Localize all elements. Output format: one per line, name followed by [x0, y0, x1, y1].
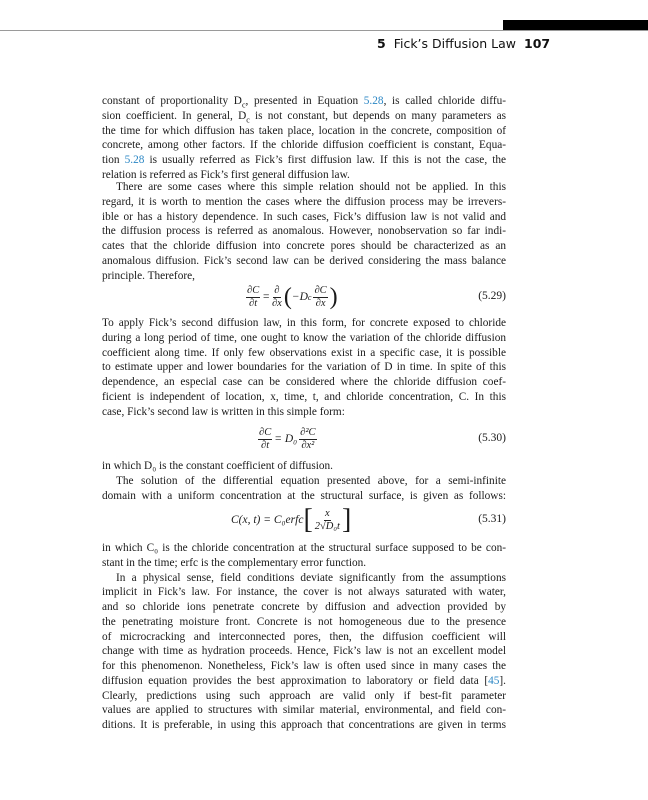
- text-line: [102, 689, 506, 704]
- text-segment: the penetrating moisture front. Concrete is not homogeneous due to the presence: [102, 615, 506, 628]
- text-segment: change with time as hydration proceeds. Hence, Fick’s law is not an excellent model: [102, 645, 506, 658]
- text-segment: coefficient along time. If only few observations exist in a specific case, it is possible: [102, 346, 506, 359]
- text-line: [102, 224, 506, 239]
- text-segment: ficient is independent of location, x, time, t, and chloride concentration, C. In this: [102, 390, 506, 403]
- text-line: [102, 659, 506, 674]
- text-segment: is usually referred as Fick’s first diffusion law. If this is not the case, the: [144, 154, 507, 166]
- text-line: [102, 600, 506, 615]
- paragraph: [102, 541, 506, 733]
- text-segment: for this phenomenon. Nonetheless, Fick’s law is often used since in many cases the: [102, 660, 506, 672]
- text-segment: sion coefficient. In general, D: [102, 109, 247, 122]
- text-segment: implicit in Fick’s law. For instance, the cover is not always saturated with water,: [102, 586, 506, 599]
- text-line: [102, 718, 506, 733]
- chapter-number: 5: [377, 36, 386, 51]
- text-line: [102, 703, 506, 718]
- paragraph: [102, 180, 506, 283]
- page-number: 107: [524, 36, 551, 51]
- equation-5-30: [102, 422, 506, 456]
- text-line: [102, 254, 506, 269]
- text-segment: stant in the time; erfc is the complementary error function.: [102, 556, 367, 569]
- text-segment: in which C₀ is the chloride concentration at the structural surface supposed to be con-: [102, 542, 506, 554]
- text-segment: ible or has a history dependence. In such cases, Fick’s diffusion law is not valid and: [102, 210, 506, 223]
- text-segment: dependence, an especial case can be considered where the chloride diffusion coef-: [102, 376, 506, 388]
- paragraph: [102, 316, 506, 419]
- equation-5-31: C(x, t) = C₀erfc [ $\frac{x}{\text{2√D₀t}}$ ] (5.31): [231, 504, 506, 535]
- text-segment: diffusion equation provides the best approximation to laboratory or field data [: [102, 674, 489, 687]
- eq-term: 2√D₀t: [314, 520, 340, 532]
- text-segment: cates that the chloride diffusion into concrete pores should be characterized as an: [102, 240, 506, 252]
- eq-term: ∂x²: [301, 439, 315, 451]
- text-segment: Clearly, predictions using such approach are valid only if best-fit parameter: [102, 689, 506, 702]
- eq-term: c: [307, 292, 312, 302]
- text-segment: is not constant, but depends on many parameters as: [249, 109, 506, 122]
- equation-number: (5.31): [478, 513, 506, 525]
- eq-term: ∂x: [271, 297, 282, 309]
- text-segment: ].: [499, 674, 506, 687]
- text-line: [102, 474, 506, 489]
- text-line: [102, 674, 506, 689]
- text-segment: the time for which diffusion has taken place, location in the concrete, composition of: [102, 124, 506, 137]
- text-line: [102, 571, 506, 586]
- text-segment: In a physical sense, field conditions deviate significantly from the assumptions: [116, 571, 506, 584]
- text-segment: to estimate upper and lower boundaries for the variation of D in time. In spite of this: [102, 361, 506, 374]
- text-line: [102, 124, 506, 139]
- text-line: [102, 346, 506, 361]
- equation-5-29: $\frac{\partial C}{\partial t}$ = $\frac{\partial}{\partial x}$ ( −D c $\frac{\partial C}{\partial x}$ ) (5.29): [247, 284, 506, 310]
- eq-term: x: [325, 507, 330, 519]
- text-segment: domain with a uniform concentration at the structural surface, is given as follows:: [102, 489, 506, 502]
- text-segment: relation is referred as Fick’s first general diffusion law.: [102, 168, 350, 181]
- header-rule: [0, 30, 648, 31]
- eq-term: ∂t: [261, 439, 270, 451]
- cross-reference-link[interactable]: 5.28: [124, 154, 145, 166]
- header-bar: [503, 20, 648, 30]
- eq-term: ∂C: [247, 284, 260, 296]
- text-segment: The solution of the differential equation presented above, for a semi-infinite: [116, 474, 506, 487]
- text-segment: There are some cases where this simple relation should not be applied. In this: [116, 181, 506, 193]
- eq-term: ∂: [274, 284, 280, 296]
- text-line: [102, 541, 506, 556]
- eq-term: ∂C: [259, 426, 272, 438]
- paragraph: [102, 459, 506, 503]
- text-line: [102, 109, 506, 124]
- text-segment: anomalous diffusion. Fick’s second law can be derived considering the mass balance: [102, 254, 506, 267]
- text-line: [102, 239, 506, 254]
- equation-number: (5.30): [478, 432, 506, 444]
- text-line: [102, 210, 506, 225]
- text-segment: c: [241, 100, 246, 110]
- chapter-title: Fick’s Diffusion Law: [393, 36, 517, 51]
- text-segment: during a long period of time, one ought to know the variation of the chloride diffusion: [102, 331, 506, 344]
- text-segment: in which D₀ is the constant coefficient of diffusion.: [102, 460, 333, 472]
- text-segment: ditions. It is preferable, in using this approach that concentrations are given in terms: [102, 719, 506, 731]
- text-segment: constant of proportionality D: [102, 95, 242, 107]
- text-line: [102, 459, 506, 474]
- text-segment: principle. Therefore,: [102, 269, 195, 282]
- text-line: [102, 195, 506, 210]
- text-line: [102, 405, 506, 420]
- text-segment: case, Fick’s second law is written in this simple form:: [102, 405, 345, 418]
- text-segment: concrete, among other factors. If the chloride diffusion coefficient is constant, Equa-: [102, 139, 506, 152]
- text-line: [102, 615, 506, 630]
- paragraph: [102, 94, 506, 183]
- text-line: [102, 138, 506, 153]
- text-segment: the diffusion process is referred as anomalous. However, nonobservation so far indi-: [102, 225, 506, 238]
- text-line: [102, 644, 506, 659]
- text-line: [102, 331, 506, 346]
- eq-term: ∂C: [314, 284, 327, 296]
- eq-term: C(x, t) = C₀erfc: [231, 514, 304, 526]
- text-segment: of microcracking and interconnected pores, then, the diffusion coefficient will: [102, 630, 506, 643]
- text-line: [102, 390, 506, 405]
- text-segment: , is called chloride diffu-: [383, 95, 507, 107]
- cross-reference-link[interactable]: 5.28: [363, 95, 384, 107]
- text-segment: , presented in Equation: [245, 95, 364, 107]
- text-segment: tion: [102, 154, 125, 166]
- text-segment: and so chloride ions penetrate concrete by diffusion and advection provided by: [102, 601, 506, 613]
- eq-term: −D: [291, 291, 308, 303]
- text-line: [102, 585, 506, 600]
- text-segment: To apply Fick’s second diffusion law, in this form, for concrete exposed to chloride: [102, 317, 506, 329]
- text-segment: values are applied to structures with similar material, environmental, and field con-: [102, 704, 506, 717]
- text-line: [102, 180, 506, 195]
- text-segment: c: [246, 115, 250, 124]
- eq-term: ∂x: [315, 297, 326, 309]
- running-header: [377, 36, 516, 51]
- text-line: [102, 316, 506, 331]
- eq-term: ∂²C: [300, 426, 316, 438]
- eq-term: ∂t: [249, 297, 258, 309]
- text-line: [102, 375, 506, 390]
- cross-reference-link[interactable]: 45: [488, 674, 500, 687]
- eq-term: = D₀: [274, 433, 298, 445]
- text-line: [102, 489, 506, 504]
- text-line: [102, 556, 506, 571]
- text-line: [102, 94, 506, 109]
- text-line: [102, 630, 506, 645]
- text-segment: regard, it is worth to mention the cases where the diffusion process may be irrevers-: [102, 195, 506, 208]
- text-line: [102, 360, 506, 375]
- equation-number: (5.29): [478, 290, 506, 302]
- text-line: [102, 153, 506, 168]
